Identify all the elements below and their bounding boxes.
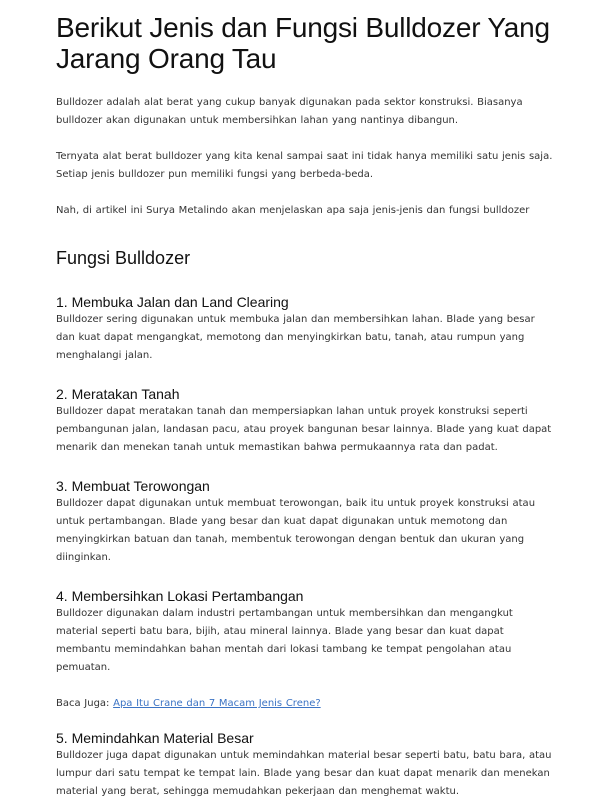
fungsi-item-2 [56, 385, 556, 457]
baca-juga-link[interactable]: Apa Itu Crane dan 7 Macam Jenis Crene? [113, 698, 321, 709]
fungsi-item-heading: 2. Meratakan Tanah [56, 386, 180, 402]
fungsi-item-5 [56, 729, 556, 801]
fungsi-item-heading: 4. Membersihkan Lokasi Pertambangan [56, 588, 304, 604]
intro-paragraph-2: Ternyata alat berat bulldozer yang kita kenal sampai saat ini tidak hanya memiliki satu jenis saja. Setiap jenis bulldozer pun memiliki fungsi yang berbeda-beda. [56, 151, 553, 180]
fungsi-item-heading: 5. Memindahkan Material Besar [56, 730, 254, 746]
fungsi-item-4 [56, 587, 556, 677]
fungsi-item-body: Bulldozer juga dapat digunakan untuk memindahkan material besar seperti batu, batu bara, atau lumpur dari satu tempat ke tempat lain. Blade yang besar dan kuat dapat menarik dan menekan material yang berat, sehingga memudahkan pekerjaan dan menghemat waktu. [56, 750, 552, 797]
fungsi-item-1 [56, 293, 556, 365]
fungsi-item-body: Bulldozer digunakan dalam industri pertambangan untuk membersihkan dan mengangkut material seperti batu bara, bijih, atau mineral lainnya. Blade yang besar dan kuat dapat membantu memindahkan bahan mentah dari lokasi tambang ke tempat pengolahan atau pemuatan. [56, 608, 513, 673]
fungsi-item-body: Bulldozer dapat meratakan tanah dan mempersiapkan lahan untuk proyek konstruksi seperti pembangunan jalan, landasan pacu, atau proyek bangunan besar lainnya. Blade yang kuat dapat menarik dan menekan tanah untuk memastikan bahwa permukaannya rata dan padat. [56, 406, 552, 453]
fungsi-item-body: Bulldozer dapat digunakan untuk membuat terowongan, baik itu untuk proyek konstruksi atau untuk pertambangan. Blade yang besar dan kuat dapat digunakan untuk memotong dan menyingkirkan batuan dan tanah, membentuk terowongan dengan bentuk dan ukuran yang diinginkan. [56, 498, 536, 563]
fungsi-item-heading: 1. Membuka Jalan dan Land Clearing [56, 294, 289, 310]
intro-paragraph-3: Nah, di artikel ini Surya Metalindo akan menjelaskan apa saja jenis-jenis dan fungsi bulldozer [56, 205, 530, 216]
section-heading-fungsi: Fungsi Bulldozer [56, 248, 191, 268]
article-title: Berikut Jenis dan Fungsi Bulldozer Yang Jarang Orang Tau [56, 12, 550, 74]
fungsi-item-heading: 3. Membuat Terowongan [56, 478, 210, 494]
article [56, 12, 556, 801]
baca-juga-label: Baca Juga: [56, 698, 114, 709]
baca-juga [56, 695, 556, 713]
fungsi-item-body: Bulldozer sering digunakan untuk membuka jalan dan membersihkan lahan. Blade yang besar dan kuat dapat mengangkat, memotong dan menyingkirkan batu, tanah, atau rumpun yang menghalangi jalan. [56, 314, 535, 361]
fungsi-item-3 [56, 477, 556, 567]
intro-paragraph-1: Bulldozer adalah alat berat yang cukup banyak digunakan pada sektor konstruksi. Biasanya bulldozer akan digunakan untuk membersihkan lahan yang nantinya dibangun. [56, 97, 523, 126]
